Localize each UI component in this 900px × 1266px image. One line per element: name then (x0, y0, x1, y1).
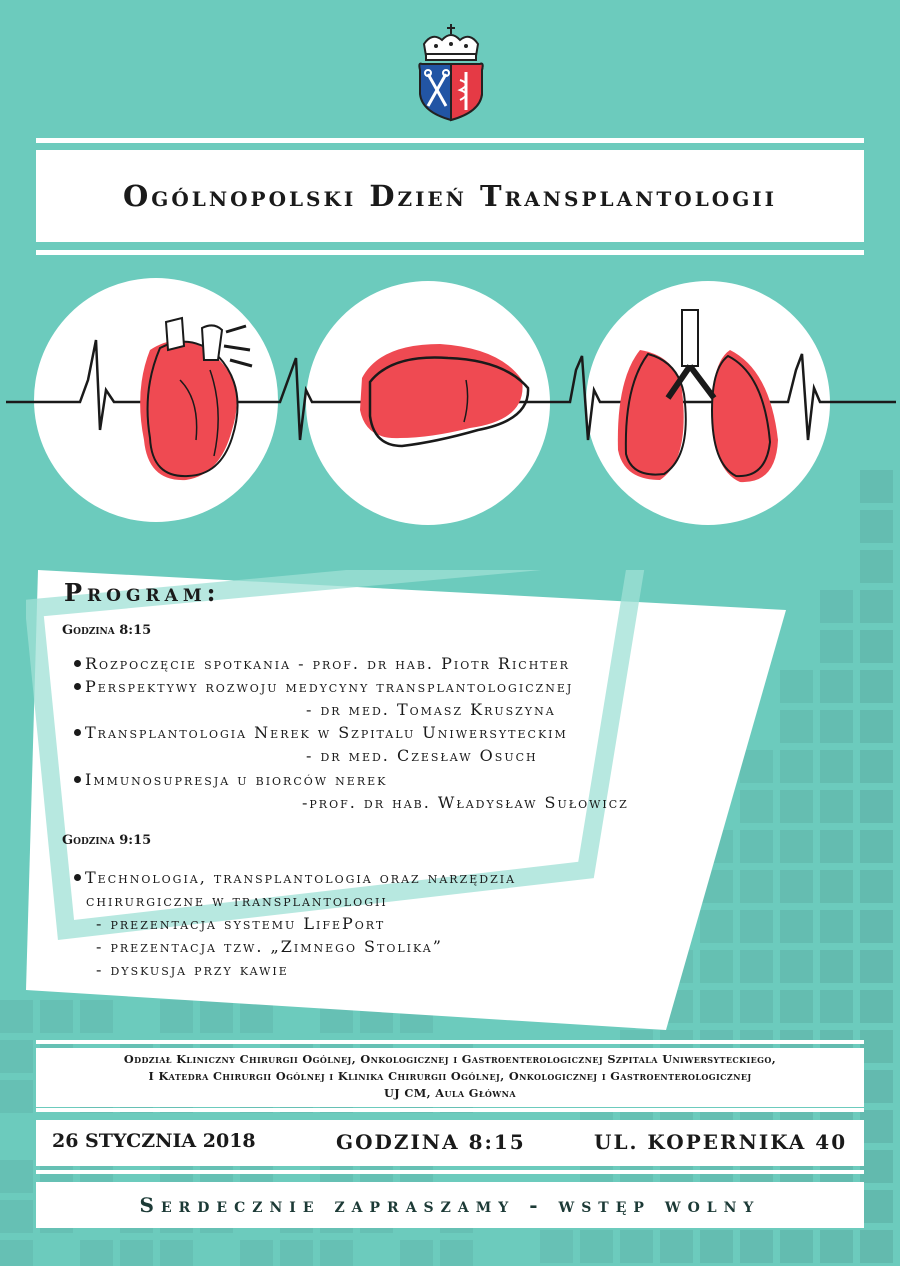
event-address: UL. KOPERNIKA 40 (594, 1130, 848, 1154)
pixel-square (860, 910, 893, 943)
pixel-square (0, 1240, 33, 1266)
pixel-square (440, 1240, 473, 1266)
pixel-square (740, 1230, 773, 1263)
pixel-square (820, 790, 853, 823)
title-banner (36, 150, 864, 242)
session-1-hour: Godzina 8:15 (62, 623, 152, 638)
pixel-square (820, 630, 853, 663)
pixel-square (860, 1190, 893, 1223)
pixel-square (820, 910, 853, 943)
pixel-square (860, 990, 893, 1023)
pixel-square (820, 1230, 853, 1263)
pixel-square (240, 1240, 273, 1266)
program-item-2-speaker: - dr med. Tomasz Kruszyna (306, 700, 556, 719)
organizers-bottom-rule (36, 1108, 864, 1112)
pixel-square (860, 870, 893, 903)
title-top-rule (36, 138, 864, 143)
pixel-square (780, 1230, 813, 1263)
pixel-square (820, 590, 853, 623)
pixel-square (820, 670, 853, 703)
pixel-square (860, 1030, 893, 1063)
pixel-square (860, 790, 893, 823)
organs-heartbeat-illustration (0, 270, 900, 540)
program-item-3: Transplantologia Nerek w Szpitalu Uniwersyteckim (74, 723, 568, 742)
organizer-line-2: I Katedra Chirurgii Ogólnej i Klinika Chirurgii Ogólnej, Onkologicznej i Gastroenterologicznej (148, 1069, 752, 1083)
pixel-square (0, 1160, 33, 1193)
pixel-square (160, 1240, 193, 1266)
program-subitem-2: - prezentacja tzw. „Zimnego Stolika” (96, 937, 443, 956)
pixel-square (820, 750, 853, 783)
program-item-2: Perspektywy rozwoju medycyny transplantologicznej (74, 677, 573, 696)
pixel-square (580, 1230, 613, 1263)
pixel-square (0, 1080, 33, 1113)
pixel-square (820, 990, 853, 1023)
pixel-square (860, 750, 893, 783)
pixel-square (860, 1150, 893, 1183)
pixel-square (820, 830, 853, 863)
page-title: Ogólnopolski Dzień Transplantologii (123, 179, 777, 213)
pixel-square (0, 1200, 33, 1233)
pixel-square (120, 1240, 153, 1266)
bullet-icon (74, 729, 81, 736)
organizers-box (36, 1048, 864, 1107)
pixel-square (80, 1240, 113, 1266)
pixel-square (860, 1070, 893, 1103)
organizer-line-1: Oddział Kliniczny Chirurgii Ogólnej, Onkologicznej i Gastroenterologicznej Szpitala Uniwersyteckiego, (123, 1052, 777, 1066)
pixel-square (320, 1240, 353, 1266)
university-crest-icon (414, 22, 488, 122)
pixel-square (860, 830, 893, 863)
pixel-square (860, 1230, 893, 1263)
pixel-square (400, 1240, 433, 1266)
program-subitem-1: - prezentacja systemu LifePort (96, 914, 386, 933)
pixel-square (860, 670, 893, 703)
program-item-5-continuation: chirurgiczne w transplantologii (86, 891, 388, 910)
closing-text: Serdecznie zapraszamy - wstęp wolny (139, 1193, 761, 1217)
pixel-square (700, 1230, 733, 1263)
pixel-square (820, 870, 853, 903)
program-title: Program: (64, 578, 221, 607)
organizer-line-3: UJ CM, Aula Główna (384, 1086, 516, 1100)
pixel-square (860, 630, 893, 663)
organizers-top-rule (36, 1040, 864, 1044)
program-subitem-3: - dyskusja przy kawie (96, 960, 289, 979)
session-2-hour: Godzina 9:15 (62, 833, 152, 848)
event-date: 26 STYCZNIA 2018 (52, 1130, 256, 1152)
bullet-icon (74, 660, 81, 667)
pixel-square (280, 1240, 313, 1266)
pixel-square (860, 1110, 893, 1143)
pixel-square (860, 710, 893, 743)
pixel-square (860, 950, 893, 983)
pixel-square (620, 1230, 653, 1263)
closing-banner (36, 1182, 864, 1228)
bullet-icon (74, 683, 81, 690)
title-bottom-rule (36, 250, 864, 255)
pixel-square (540, 1230, 573, 1263)
pixel-square (0, 1040, 33, 1073)
bullet-icon (74, 776, 81, 783)
bullet-icon (74, 874, 81, 881)
event-details-bar (36, 1120, 864, 1166)
program-item-4-speaker: -prof. dr hab. Władysław Sułowicz (302, 793, 629, 812)
pixel-square (660, 1230, 693, 1263)
pixel-square (820, 710, 853, 743)
program-item-3-speaker: - dr med. Czesław Osuch (306, 746, 538, 765)
program-item-1: Rozpoczęcie spotkania - prof. dr hab. Piotr Richter (74, 654, 570, 673)
pixel-square (820, 950, 853, 983)
program-item-4: Immunosupresja u biorców nerek (74, 770, 387, 789)
event-time: GODZINA 8:15 (336, 1130, 526, 1154)
program-item-5: Technologia, transplantologia oraz narzędzia (74, 868, 516, 887)
pixel-square (860, 550, 893, 583)
pixel-square (860, 590, 893, 623)
details-bottom-rule (36, 1170, 864, 1174)
